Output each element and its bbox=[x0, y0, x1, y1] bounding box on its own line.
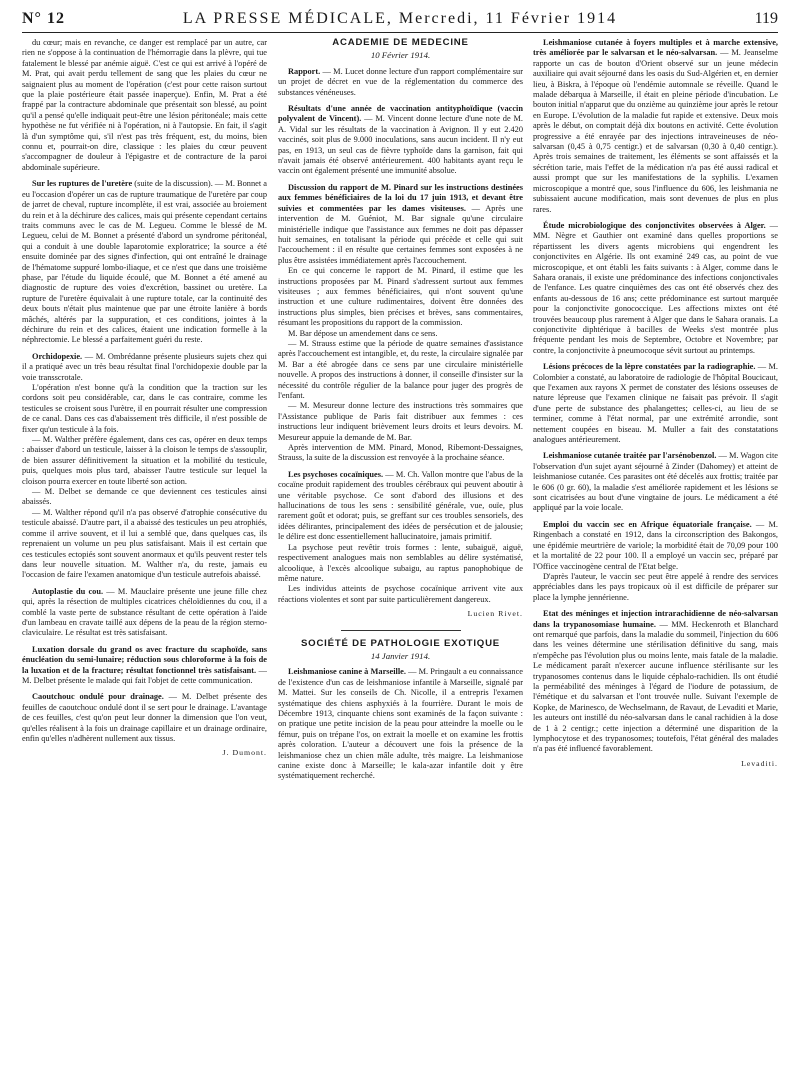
article-paragraph bbox=[278, 266, 523, 328]
article-paragraph bbox=[22, 383, 267, 435]
article-paragraph bbox=[278, 339, 523, 401]
paragraph-text: — M. Delbet se demande ce que deviennent ces testicules ainsi abaissés. bbox=[22, 487, 267, 507]
paragraph-text: — M. Jeanselme rapporte un cas de bouton d'Orient observé sur un jeune médecin auxiliaire qui avait séjourné dans les oasis du Sud-Algérien et, en dernier lieu, à Biskra, à l'époque où l'endémie automnale se réveille. Quand le malade débarqua à Marseille, il était en pleine période d'incubation. Le bouton initial n'apparut que du onzième au quinzième jour après le retour en Europe. L'évolution de la maladie fut rapide et extensive. Deux mois après le début, on comptait déjà dix boutons en activité. Cette évolution progressive a été enrayée par des injections intraveineuses de néo-salvarsan (0,45 à 0,75 centigr.) et de salvarsan (0,30 à 0,40 centigr.). Après trois semaines de traitement, les éléments se sont affaissés et la sécrétion tarie, mais l'effet de la médication n'a pas été aussi radical et aussi prompt que sur les manifestations de la syphilis. L'examen microscopique a montré que, sous l'influence du 606, les leishmania ne subissaient aucune modification, mais sont devenues de plus en plus rares. bbox=[533, 48, 778, 214]
section-date: 14 Janvier 1914. bbox=[370, 650, 431, 661]
paragraph-text: — M. Ombrédanne présente plusieurs sujets chez qui il a pratiqué avec un très beau résultat final l'orchidopexie double par la voie transscrotale. bbox=[22, 351, 267, 382]
article-paragraph bbox=[533, 451, 778, 513]
journal-title: LA PRESSE MÉDICALE, Mercredi, 11 Février 1914 bbox=[182, 10, 618, 27]
paragraph-text: M. Bar dépose un amendement dans ce sens. bbox=[288, 328, 438, 338]
paragraph-text: — M. Strauss estime que la période de quatre semaines d'assistance après l'accouchement est intangible, et, du reste, la circulaire signalée par M. Bar a été abrogée dans ce sens par une circulaire ministérielle nouvelle. A propos des instructions à donner, il conseille d'insister sur la nécessité du contrôle régulier de la balance pour juger des progrès de l'enfant. bbox=[278, 338, 523, 400]
paragraph-text: — Après une intervention de M. Guéniot, M. Bar signale qu'une circulaire ministérielle indique que l'assistance aux femmes ne doit pas dépasser huit semaines, en totalisant la période qui précède et celle qui suit l'accouchement : il en résulte que certaines femmes sont exposées à ne plus être assistées immédiatement après l'accouchement. bbox=[278, 203, 523, 265]
paragraph-text: — M. Mauclaire présente une jeune fille chez qui, après la résection de multiples cicatrices chéloïdiennes du cou, il a comblé la vaste perte de substance résultant de cette opération à l'aide d'un lambeau en cravate taillé aux dépens de la peau de la région sterno-claviculaire. Le résultat est très satisfaisant. bbox=[22, 586, 267, 638]
paragraph-text: Les individus atteints de psychose cocaïnique arrivent vite aux réactions violentes et sont par suite particulièrement dangereux. bbox=[278, 584, 523, 604]
author-signature: Lucien Rivet. bbox=[467, 609, 523, 619]
paragraph-text: — M. Wagon cite l'observation d'un sujet ayant séjourné à Zinder (Dahomey) et atteint de leishmaniose cutanée. Ces parasites ont été décelés aux frottis; traitée par le 606 (0 gr. 60), la maladie s'est améliorée rapidement et les lésions se sont cicatrisées au bout d'une vingtaine de jours. Le médicament a été appliqué par la voie locale. bbox=[533, 451, 778, 513]
paragraph-heading: Étude microbiologique des conjonctivites observées à Alger. bbox=[543, 220, 766, 230]
paragraph-heading: Résultats d'une année de vaccination antityphoïdique (vaccin polyvalent de Vincent). bbox=[278, 104, 523, 124]
paragraph-heading: Autoplastie du cou. bbox=[32, 586, 104, 596]
paragraph-heading: Rapport. bbox=[288, 66, 321, 76]
paragraph-heading: Leishmaniose cutanée à foyers multiples et à marche extensive, très améliorée par le salvarsan et le néo-salvarsan. bbox=[533, 38, 778, 58]
paragraph-text: — MM. Nègre et Gauthier ont examiné dans quelles proportions se répartissent les divers agents microbiens qui engendrent les conjonctivites en Algérie. Ils ont examiné 249 cas, au point de vue microscopique, et ont établi les faits suivants : à Alger, comme dans le Sahara oranais, il existe une prédominance des infections conjonctivales de l'enfance. Les quatre cinquièmes des cas ont été observés chez des enfants au-dessous de 16 ans; cette prédominance est surtout marquée pour la conjonctivite gonococcique. Les affections mixtes ont été trouvées beaucoup plus rarement à Alger que dans le Sahara oranais. La conjonctivite diphtérique à bacilles de Weeks s'est montrée plus fréquente pendant les mois de Septembre, Octobre et Novembre; par contre, la conjonctivite à pneumocoque sévit surtout au printemps. bbox=[533, 220, 778, 355]
paragraph-text: La psychose peut revêtir trois formes : lente, subaiguë, aiguë, respectivement analogues mais non semblables au délire systématisé, alcoolique, à l'excès alcoolique subaigu, au raptus panophobique de même nature. bbox=[278, 542, 523, 583]
paragraph-heading: Etat des méninges et injection intrarachidienne de néo-salvarsan dans la trypanosomiase humaine. bbox=[533, 609, 778, 629]
section-divider bbox=[341, 630, 461, 631]
article-paragraph bbox=[533, 221, 778, 356]
article-paragraph bbox=[278, 470, 523, 543]
paragraph-text: — M. Delbet présente le malade qui fait l'objet de cette communication. bbox=[22, 665, 267, 685]
paragraph-text: — M. Ringenbach a constaté en 1912, dans la circonscription des Bakongos, une épidémie meurtrière de variole; la morbidité était de 70,09 pour 100 et la mortalité de 22 pour 100. Il a employé un vaccin sec, préparé par l'Office vaccinogène central de l'Etat belge. bbox=[533, 519, 778, 571]
article-paragraph bbox=[278, 104, 523, 177]
paragraph-text: — M. Mesureur donne lecture des instructions très sommaires que l'Assistance publique de Paris fait distribuer aux femmes : ces instructions leur indiquent brièvement leurs droits et leurs devoirs. M. Mesureur appuie la demande de M. Bar. bbox=[278, 401, 523, 442]
paragraph-text: Après intervention de MM. Pinard, Monod, Ribemont-Dessaignes, Strauss, la suite de la discussion est renvoyée à la prochaine séance. bbox=[278, 443, 523, 463]
article-paragraph bbox=[22, 508, 267, 581]
paragraph-heading: Leishmaniose canine à Marseille. bbox=[288, 667, 406, 677]
paragraph-heading: Sur les ruptures de l'uretère bbox=[32, 179, 133, 189]
paragraph-text: En ce qui concerne le rapport de M. Pinard, il estime que les instructions proposées par M. Pinard s'adressent surtout aux femmes visiteuses ; aux femmes bénéficiaires, qui n'ont souvent qu'une instruction et une culture rudimentaires, doivent être données des instructions plus simples, bien précises et brèves, sans commentaires, résumant les propositions du rapport de la commission. bbox=[278, 266, 523, 328]
article-paragraph bbox=[22, 587, 267, 639]
article-paragraph bbox=[22, 352, 267, 383]
paragraph-text: L'opération n'est bonne qu'à la condition que la traction sur les cordons soit peu considérable, car, dans le cas contraire, comme les testicules se croisent sous l'urètre, il en pourrait résulter une compression de ce canal. Dans ces cas d'abaissement très difficile, il n'est possible de fixer qu'un testicule à la fois. bbox=[22, 383, 267, 434]
article-paragraph bbox=[533, 520, 778, 572]
section-title: ACADÉMIE DE MÉDECINE bbox=[332, 38, 469, 48]
paragraph-text: D'après l'auteur, le vaccin sec peut être appelé à rendre des services appréciables dans les pays tropicaux où il est difficile de préparer sur place la lymphe jennérienne. bbox=[533, 571, 778, 602]
paragraph-text: — M. Walther répond qu'il n'a pas observé d'atrophie consécutive du testicule abaissé. D'autre part, il a abaissé des testicules un peu atrophiés, comme il arrive souvent, et il lui a semblé que, dans quelques cas, ils reprenaient un volume un peu plus satisfaisant. Mais il est certain que ces testicules ectopiés sont souvent anormaux et qu'ils peuvent rester tels dans leur nouvelle situation. M. Walther n'a, du reste, jamais eu l'occasion de faire l'examen anatomique d'un testicule autrefois abaissé. bbox=[22, 507, 267, 580]
paragraph-heading: Lésions précoces de la lèpre constatées par la radiographie. bbox=[543, 362, 756, 372]
paragraph-text: — M. Lucet donne lecture d'un rapport complémentaire sur un projet de décret en vue de la réglementation du commerce des substances vénéneuses. bbox=[278, 66, 523, 97]
article-paragraph bbox=[533, 362, 778, 445]
article-paragraph bbox=[278, 543, 523, 585]
paragraph-heading: Orchidopexie. bbox=[32, 351, 83, 361]
article-paragraph bbox=[22, 435, 267, 487]
section-date: 10 Février 1914. bbox=[370, 50, 431, 61]
paragraph-text: — M. Colombier a constaté, au laboratoire de radiologie de l'hôpital Boucicaut, que l'examen aux rayons X permet de constater des lésions osseuses de nature lépreuse que l'examen clinique ne faisait pas prévoir. Il s'agit d'une perte de substance des phalangettes; celles-ci, au lieu de se terminer, comme à l'état normal, par une extrémité arrondie, sont nettement coupées en biseau. M. Muller a fait des constatations analogues antérieurement. bbox=[533, 362, 778, 445]
article-paragraph bbox=[278, 667, 523, 781]
column-right bbox=[533, 38, 778, 1068]
paragraph-heading: Leishmaniose cutanée traitée par l'arsénobenzol. bbox=[543, 451, 717, 461]
paragraph-heading: Luxation dorsale du grand os avec fracture du scaphoïde, sans énucléation du semi-lunaire; réduction sous chloroforme à la fois de la luxation et de la fracture; résultat fonctionnel très satisfaisant. bbox=[22, 644, 267, 675]
paragraph-text: — M. Vincent donne lecture d'une note de M. A. Vidal sur les résultats de la vaccination à Avignon. Il y eut 2.420 vaccinés, soit plus de 9.000 inoculations, sans aucun incident. Il n'y eut pas, en 1913, un seul cas de fièvre typhoïde dans la garnison, fait qui n'avait jamais été observé antérieurement. 400 habitants ayant reçu le vaccin ont également présenté une immunité absolue. bbox=[278, 114, 523, 176]
paragraph-text: — M. Ch. Vallon montre que l'abus de la cocaïne produit rapidement des troubles cérébraux qui peuvent aboutir à une véritable psychose. Ce sont d'abord des illusions et des hallucinations de tous les sens : sensibilité générale, vue, ouïe, plus rarement goût et odorat; puis, se greffant sur ces troubles sensoriels, des idées délirantes, principalement des idées de persécution et de jalousie; le délire est donc essentiellement hallucinatoire, jamais primitif. bbox=[278, 469, 523, 542]
paragraph-text: du cœur; mais en revanche, ce danger est remplacé par un autre, car rien ne s'oppose à la continuation de l'hémorragie dans la plèvre, qui tue fatalement le blessé par anémie aiguë. C'est ce qui est arrivé à l'opéré de M. Prat, qui avait perdu tellement de sang que les plaies du cœur ne saignaient plus au moment de l'opération (c'est pour cette raison surtout que la plaie postérieure était passée inaperçue). Enfin, M. Prat a été frappé par la contracture abdominale que présentait son blessé, au point qu'il a pensé qu'elle indiquait peut-être une lésion péritonéale; mais cette hypothèse ne fut vérifiée ni à l'opération, ni à l'autopsie. En fait, il s'agit là d'un symptôme qui, s'il n'est pas très fréquent, est, du moins, bien connu et, pourrait-on dire, classique : les plaies du cœur peuvent s'accompagner de douleur à l'épigastre et de contracture de la paroi abdominale supérieure. bbox=[22, 38, 267, 172]
article-paragraph bbox=[22, 179, 267, 346]
author-signature: J. Dumont. bbox=[222, 748, 267, 758]
page-header bbox=[22, 8, 778, 33]
paragraph-heading: Emploi du vaccin sec en Afrique équatoriale française. bbox=[543, 519, 752, 529]
paragraph-text: — M. Walther préfère également, dans ces cas, opérer en deux temps : abaisser d'abord un testicule, laisser à la cloison le temps de s'assouplir, de bien assurer définitivement la situation et la mobilité du testicule, puis, quelques mois plus tard, abaisser l'autre testicule sur lequel la cloison pourra exercer en toute liberté son action. bbox=[22, 435, 267, 486]
section-title: SOCIÉTÉ DE PATHOLOGIE EXOTIQUE bbox=[300, 637, 500, 649]
paragraph-text: — MM. Heckenroth et Blanchard ont remarqué que parfois, dans la maladie du sommeil, l'injection du 606 dans les veines détermine une stérilisation définitive du sang, mais n'empêche pas l'évolution plus ou moins lente, mais fatale de la maladie. Le médicament paraît n'exercer aucune influence stérilisante sur les trypanosomes contenus dans le liquide céphalo-rachidien. Ils ont étudié la perméabilité des méninges à l'égard de l'iodure de potassium, de l'émétique et du salvarsan et l'ont trouvée nulle. Suivant l'exemple de Kopke, de Marinesco, de Wechselmann, de Ravaut, de Levaditi et Marie, les auteurs ont instillé du néo-salvarsan dans le canal rachidien à la dose de 1 à 2 centigr.; cette injection a déterminé une disparition de la lymphocytose et des trypanosomes; toutefois, l'état général des malades n'a pas été influencé favorablement. bbox=[533, 619, 778, 754]
article-paragraph bbox=[278, 67, 523, 98]
issue-number: N° 12 bbox=[22, 10, 65, 27]
paragraph-heading: Les psychoses cocaïniques. bbox=[288, 469, 384, 479]
article-paragraph bbox=[278, 183, 523, 266]
article-paragraph bbox=[278, 584, 523, 605]
paragraph-heading: Caoutchouc ondulé pour drainage. bbox=[32, 692, 164, 702]
article-paragraph bbox=[22, 487, 267, 508]
column-left bbox=[22, 38, 267, 1068]
page-number: 119 bbox=[754, 10, 778, 27]
column-middle bbox=[278, 38, 523, 1068]
article-paragraph bbox=[533, 572, 778, 603]
article-paragraph bbox=[278, 329, 523, 339]
paragraph-heading: Discussion du rapport de M. Pinard sur les instructions destinées aux femmes bénéficiaires de la loi du 17 juin 1913, et devant être suivies et commentées par les dames visiteuses. bbox=[278, 182, 523, 213]
article-paragraph bbox=[533, 609, 778, 755]
article-paragraph bbox=[22, 38, 267, 173]
article-paragraph bbox=[533, 38, 778, 215]
article-paragraph bbox=[22, 645, 267, 687]
paragraph-text: — M. Pringault a eu connaissance de l'existence d'un cas de leishmaniose infantile à Marseille, signalé par M. Mattei. Sur les conseils de Ch. Nicolle, il a entrepris l'examen systématique des chiens asphyxiés à la fourrière. Durant le mois de Décembre 1913, cinquante chiens sont examinés de la façon suivante : on pratique une petite incision de la peau pour atteindre la moelle ou le fémur, puis on trépane l'os, on extrait la moelle et on examine les frottis après coloration. L'auteur a découvert une fois la présence de la leishmaniose chez un chien mâle adulte, très maigre. La leishmaniose canine existe donc à Marseille; le kala-azar infantile doit y être systématiquement recherché. bbox=[278, 667, 523, 781]
author-signature: Levaditi. bbox=[741, 758, 778, 768]
article-paragraph bbox=[22, 692, 267, 744]
paragraph-text: (suite de la discussion). — M. Bonnet a eu l'occasion d'opérer un cas de rupture traumatique de l'uretère par coup de jarret de cheval, rupture incomplète, il est vrai, associée au broiement du rein et à la déchirure des calices, mais qui présente cependant certains traits communs avec le cas de M. Legueu. Comme le blessé de M. Legueu, celui de M. Bonnet a présenté d'abord un syndrome péritonéal, qui a conduit à une double laparotomie exploratrice; la source a été ensuite dominée par des signes d'infection, qui ont entraîné le drainage de l'hématome suppuré lombo-iliaque, et ce n'est que dans une troisième phase, par l'étude du liquide écoulé, que M. Bonnet a été amené au diagnostic de rupture des voies d'excrétion, bassinet ou uretère. La rupture de l'uretère équivalait à une rupture totale, car la continuité des deux bouts n'était plus maintenue que par une étroite lanière à bords mâchés, altérés par la suppuration, et ces conditions, jointes à la déchirure du rein et des calices, étaient une indication formelle à la néphrectomie. Le blessé a parfaitement guéri du reste. bbox=[22, 179, 267, 345]
article-paragraph bbox=[278, 401, 523, 443]
article-paragraph bbox=[278, 443, 523, 464]
paragraph-text: — M. Delbet présente des feuilles de caoutchouc ondulé dont il se sert pour le drainage. L'avantage de ces feuilles, c'est qu'on peut leur donner la dimension que l'on veut, qu'elles réalisent à la fois un drainage capillaire et un drainage ordinaire, enfin qu'elles n'adhèrent nullement aux tissus. bbox=[22, 692, 267, 743]
